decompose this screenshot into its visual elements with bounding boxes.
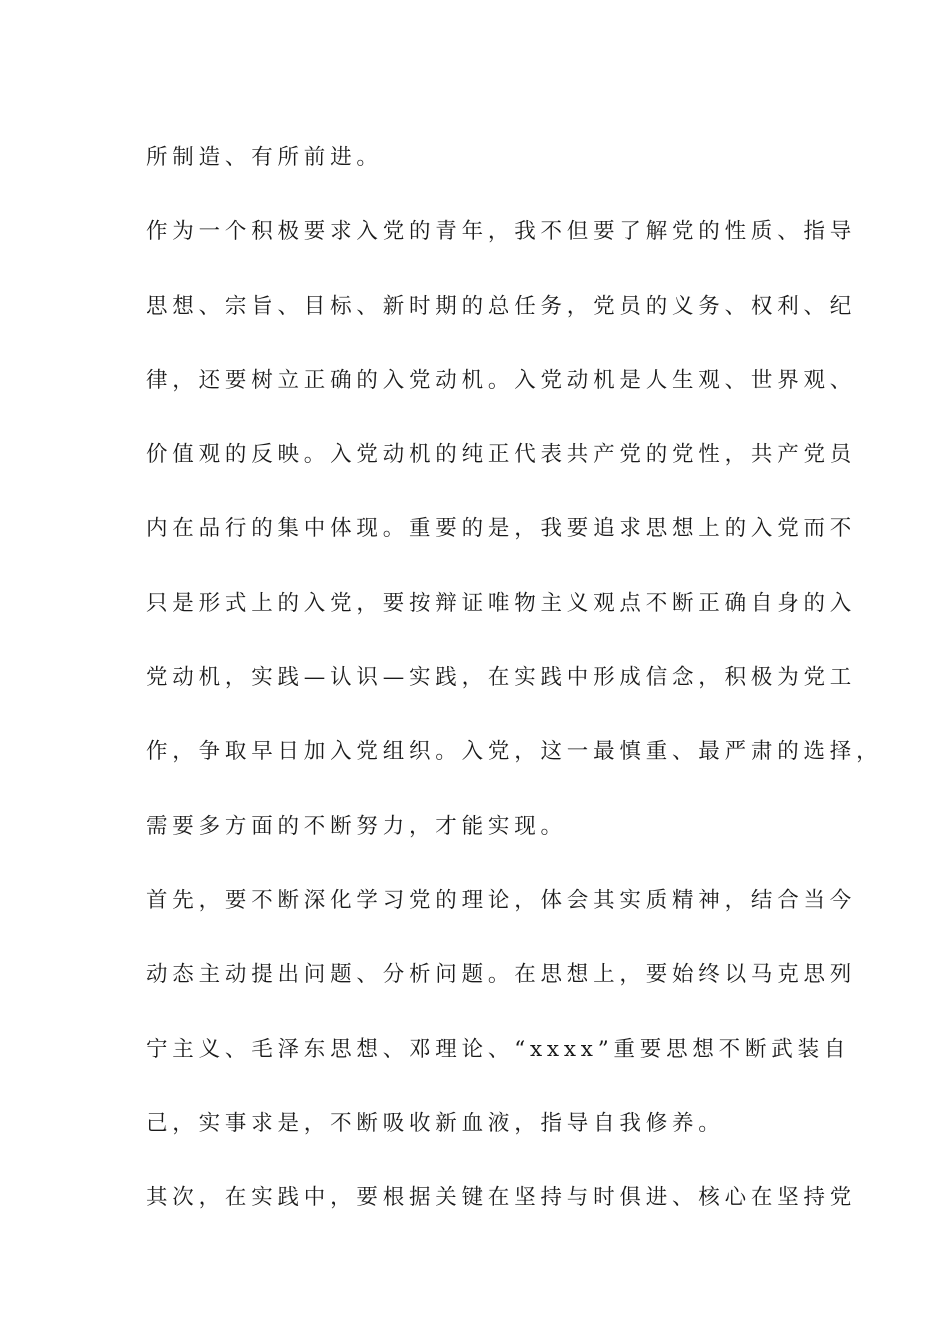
text-line: 只是形式上的入党，要按辩证唯物主义观点不断正确自身的入: [146, 590, 857, 616]
text-line: 所制造、有所前进。: [146, 145, 383, 170]
text-line: 其次，在实践中，要根据关键在坚持与时俱进、核心在坚持党: [146, 1185, 857, 1211]
text-line: 需要多方面的不断努力，才能实现。: [146, 813, 567, 839]
text-line: 党动机，实践—认识—实践，在实践中形成信念，积极为党工: [146, 665, 857, 691]
text-line: 动态主动提出问题、分析问题。在思想上，要始终以马克思列: [146, 962, 857, 988]
text-line: 作，争取早日加入党组织。入党，这一最慎重、最严肃的选择，: [146, 739, 883, 765]
text-line: 律，还要树立正确的入党动机。入党动机是人生观、世界观、: [146, 367, 857, 393]
text-line: 价值观的反映。入党动机的纯正代表共产党的党性，共产党员: [146, 442, 857, 468]
text-line: 宁主义、毛泽东思想、邓理论、“xxxx”重要思想不断武装自: [146, 1036, 851, 1062]
text-line: 首先，要不断深化学习党的理论，体会其实质精神，结合当今: [146, 887, 857, 913]
text-line: 作为一个积极要求入党的青年，我不但要了解党的性质、指导: [146, 219, 857, 245]
text-line: 内在品行的集中体现。重要的是，我要追求思想上的入党而不: [146, 516, 857, 542]
document-body: [146, 130, 883, 1226]
text-line: 己，实事求是，不断吸收新血液，指导自我修养。: [146, 1110, 725, 1136]
text-line: 思想、宗旨、目标、新时期的总任务，党员的义务、权利、纪: [146, 293, 857, 319]
